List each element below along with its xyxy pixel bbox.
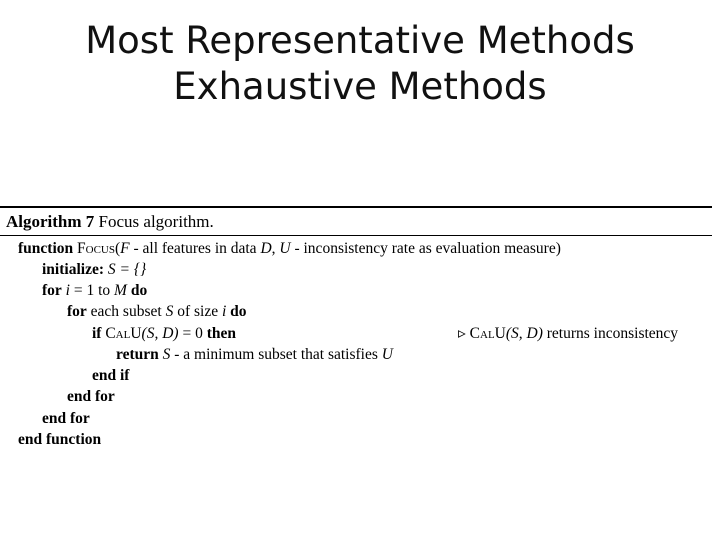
algorithm-caption: Focus algorithm. bbox=[98, 212, 214, 231]
slide-title-line-1: Most Representative Methods bbox=[85, 19, 635, 62]
comment-function: CalU bbox=[469, 325, 506, 342]
param-text-2: - inconsistency rate as evaluation measure) bbox=[290, 240, 561, 257]
paren: ( bbox=[114, 240, 121, 257]
keyword-end-for: end for bbox=[42, 410, 90, 427]
line-return bbox=[116, 345, 393, 365]
keyword-then: then bbox=[206, 325, 236, 342]
keyword-function: function bbox=[18, 240, 74, 257]
algorithm-header bbox=[6, 212, 214, 232]
comment-args: (S, D) bbox=[505, 325, 543, 342]
keyword-initialize: initialize: bbox=[42, 261, 104, 278]
calu-args: (S, D) bbox=[141, 325, 179, 342]
keyword-end-for: end for bbox=[67, 388, 115, 405]
slide-title bbox=[0, 18, 720, 110]
for-text: each subset bbox=[86, 303, 166, 320]
algorithm-number: Algorithm 7 bbox=[6, 212, 95, 231]
keyword-return: return bbox=[116, 346, 159, 363]
keyword-end-if: end if bbox=[92, 367, 130, 384]
param-text: - all features in data bbox=[129, 240, 261, 257]
keyword-end-function: end function bbox=[18, 431, 102, 448]
line-initialize bbox=[42, 260, 146, 280]
function-name: Focus bbox=[77, 240, 115, 257]
line-end-for-inner bbox=[67, 387, 115, 407]
var-S: S bbox=[165, 303, 174, 320]
param-U: U bbox=[279, 240, 291, 257]
initialize-expr: S = {} bbox=[107, 261, 147, 278]
param-sep: , bbox=[271, 240, 280, 257]
comment-text: returns inconsistency bbox=[542, 325, 679, 342]
param-F: F bbox=[120, 240, 130, 257]
line-for-inner bbox=[67, 302, 247, 322]
if-eq: = 0 bbox=[178, 325, 207, 342]
var-i: i bbox=[221, 303, 227, 320]
keyword-if: if bbox=[92, 325, 102, 342]
keyword-for: for bbox=[42, 282, 62, 299]
var-i: i bbox=[65, 282, 70, 299]
param-D: D bbox=[260, 240, 272, 257]
range-text: = 1 to bbox=[69, 282, 115, 299]
var-M: M bbox=[114, 282, 127, 299]
line-if bbox=[92, 324, 236, 344]
slide-title-line-2: Exhaustive Methods bbox=[173, 65, 547, 108]
line-end-function bbox=[18, 430, 101, 450]
line-function bbox=[18, 239, 561, 259]
line-end-if bbox=[92, 366, 129, 386]
line-end-for-outer bbox=[42, 409, 90, 429]
keyword-do: do bbox=[130, 282, 148, 299]
for-text-2: of size bbox=[173, 303, 222, 320]
var-S: S bbox=[162, 346, 171, 363]
line-comment bbox=[458, 324, 678, 344]
comment-triangle-icon: ▹ bbox=[458, 325, 466, 342]
calu-function: CalU bbox=[105, 325, 142, 342]
keyword-for: for bbox=[67, 303, 87, 320]
line-for-outer bbox=[42, 281, 147, 301]
return-text: - a minimum subset that satisfies bbox=[170, 346, 382, 363]
keyword-do: do bbox=[230, 303, 247, 320]
algorithm-top-rule bbox=[0, 206, 712, 208]
var-U: U bbox=[381, 346, 393, 363]
algorithm-header-rule bbox=[0, 235, 712, 236]
